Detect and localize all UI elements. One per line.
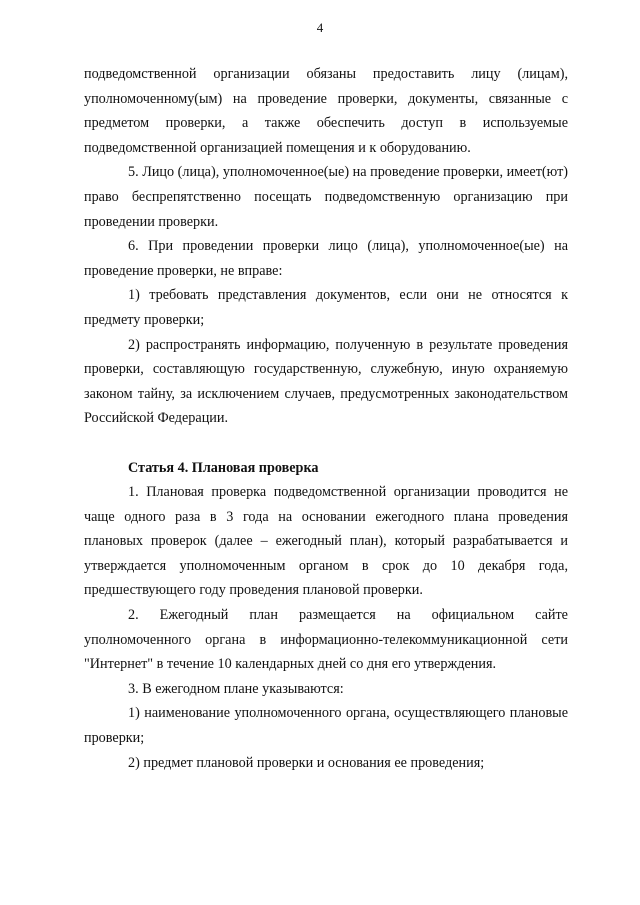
article-heading: Статья 4. Плановая проверка bbox=[128, 459, 319, 476]
section-gap bbox=[84, 431, 568, 456]
article-4-subparagraph-2: 2) предмет плановой проверки и основания ее проведения; bbox=[128, 754, 485, 771]
page-number: 4 bbox=[316, 20, 324, 35]
document-body bbox=[84, 62, 568, 775]
paragraph-item-5: 5. Лицо (лица), уполномоченное(ые) на проведение проверки, имеет(ют) право беспрепятственно посещать подведомственную организацию при проведении проверки. bbox=[84, 164, 568, 230]
subparagraph-1: 1) требовать представления документов, если они не относятся к предмету проверки; bbox=[84, 287, 568, 328]
paragraph-item-6: 6. При проведении проверки лицо (лица), уполномоченное(ые) на проведение проверки, не вправе: bbox=[84, 238, 568, 279]
article-4-paragraph-2: 2. Ежегодный план размещается на официальном сайте уполномоченного органа в информационно-телекоммуникационной сети "Интернет" в течение 10 календарных дней со дня его утверждения. bbox=[84, 607, 568, 673]
article-4-subparagraph-1: 1) наименование уполномоченного органа, осуществляющего плановые проверки; bbox=[84, 705, 568, 747]
subparagraph-2: 2) распространять информацию, полученную в результате проведения проверки, составляющую государственную, служебную, иную охраняемую законом тайну, за исключением случаев, предусмотренных законодательством Российской Федерации. bbox=[84, 336, 568, 427]
article-4-paragraph-1: 1. Плановая проверка подведомственной организации проводится не чаще одного раза в 3 года на основании ежегодного плана проведения плановых проверок (далее – ежегодный план), который разрабатывается и утверждается уполномоченным органом в срок до 10 декабря года, предшествующего году проведения плановой проверки. bbox=[84, 484, 568, 599]
article-4-paragraph-3: 3. В ежегодном плане указываются: bbox=[128, 680, 344, 697]
paragraph-continuation: подведомственной организации обязаны предоставить лицу (лицам), уполномоченному(ым) на проведение проверки, документы, связанные с предметом проверки, а также обеспечить доступ в используемые подведомственной организацией помещения и к оборудованию. bbox=[84, 66, 568, 156]
